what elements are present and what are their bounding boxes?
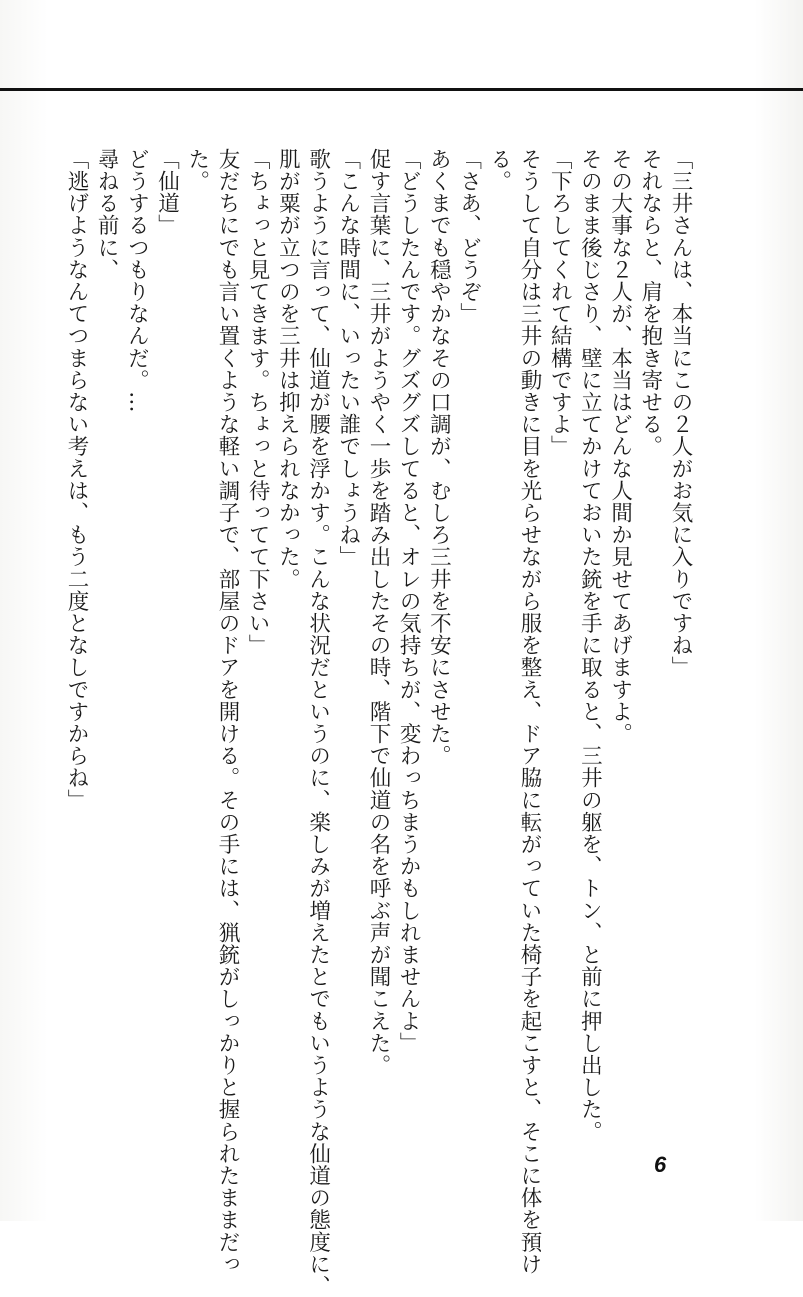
text-line: 肌が粟が立つのを三井は抑えられなかった。 — [275, 148, 301, 590]
text-line: それならと、肩を抱き寄せる。 — [637, 148, 663, 458]
text-line: 「三井さんは、本当にこの２人がお気に入りですね」 — [668, 148, 693, 679]
page-number: 6 — [654, 1152, 667, 1177]
text-line: どうするつもりなんだ。… — [124, 148, 150, 414]
text-line: 「さあ、どうぞ」 — [456, 148, 482, 325]
vertical-text-block — [63, 148, 695, 1297]
text-line: あくまでも穏やかなその口調が、むしろ三井を不安にさせた。 — [426, 148, 452, 767]
text-line: 「ちょっと見てきます。ちょっと待ってて下さい」 — [245, 148, 271, 657]
text-line: 尋ねる前に、 — [94, 148, 120, 281]
text-line: 歌うように言って、仙道が腰を浮かす。こんな状況だというのに、楽しみが増えたとでもいうような仙道の態度に、 — [305, 148, 331, 1297]
text-line: る。 — [486, 148, 512, 193]
text-line: 「こんな時間に、いったい誰でしょうね」 — [335, 148, 361, 568]
text-line: た。 — [184, 148, 210, 193]
text-line: 促す言葉に、三井がようやく一歩を踏み出したその時、階下で仙道の名を呼ぶ声が聞こえた。 — [365, 148, 391, 1077]
text-line: 「下ろしてくれて結構ですよ」 — [547, 148, 573, 458]
header-rule — [0, 88, 803, 91]
text-line: そうして自分は三井の動きに目を光らせながら服を整え、ドア脇に転がっていた椅子を起こすと、そこに体を預け — [516, 148, 542, 1276]
text-line: 「逃げようなんてつまらない考えは、もう二度となしですからね」 — [63, 148, 89, 811]
text-line: 友だちにでも言い置くような軽い調子で、部屋のドアを開ける。その手には、猟銃がしっかりと握られたままだっ — [214, 148, 240, 1276]
text-line: 「どうしたんです。グズグズしてると、オレの気持ちが、変わっちまうかもしれませんよ」 — [396, 148, 422, 1055]
text-line: その大事な２人が、本当はどんな人間か見せてあげますよ。 — [607, 148, 633, 745]
text-line: そのまま後じさり、壁に立てかけておいた銃を手に取ると、三井の躯を、トン、と前に押し出した。 — [577, 148, 603, 1143]
text-line: 「仙道」 — [154, 148, 180, 237]
